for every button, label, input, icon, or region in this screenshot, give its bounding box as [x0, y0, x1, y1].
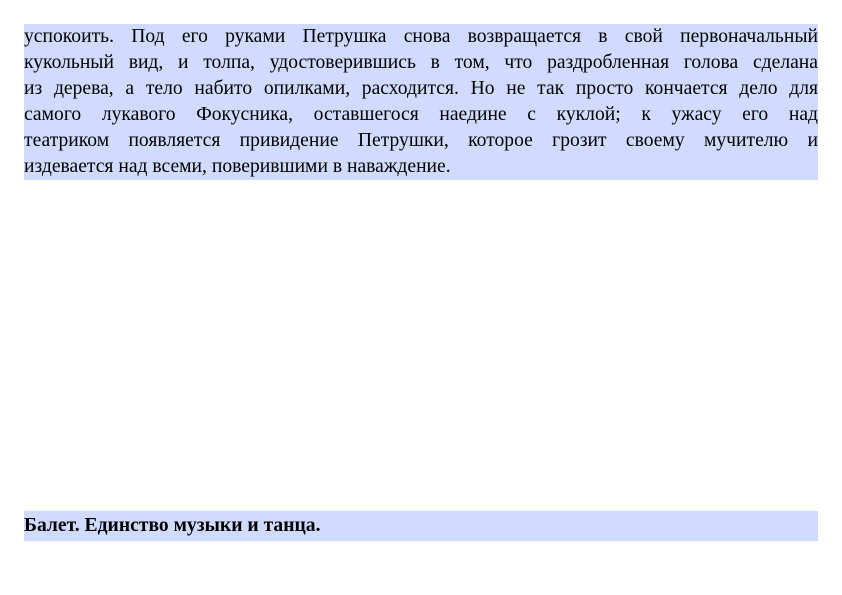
section-heading: Балет. Единство музыки и танца. — [24, 515, 321, 536]
paragraph-line-5: театриком появляется привидение Петрушки, которое грозит своему мучителю и — [24, 130, 818, 151]
paragraph-line-3: из дерева, а тело набито опилками, расходится. Но не так просто кончается дело для — [24, 78, 818, 99]
paragraph-line-4: самого лукавого Фокусника, оставшегося наедине с куклой; к ужасу его над — [24, 104, 818, 125]
paragraph-line-1: успокоить. Под его руками Петрушка снова возвращается в свой первоначальный — [24, 26, 818, 47]
highlighted-paragraph — [24, 24, 818, 180]
highlighted-heading — [24, 511, 818, 541]
paragraph-line-2: кукольный вид, и толпа, удостоверившись в том, что раздробленная голова сделана — [24, 52, 818, 73]
paragraph-line-6: издевается над всеми, поверившими в наваждение. — [24, 156, 451, 177]
